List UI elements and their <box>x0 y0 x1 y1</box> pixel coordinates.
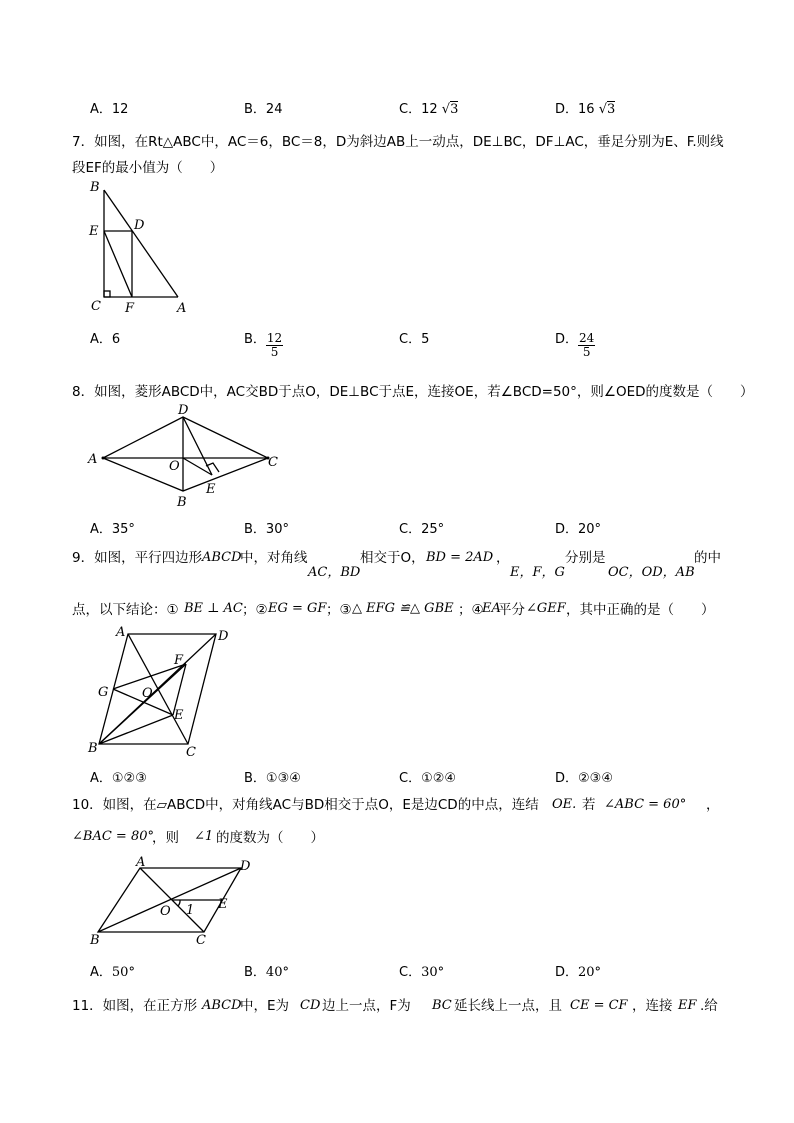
denominator: 5 <box>270 345 279 359</box>
q10-math-oe: OE. <box>552 797 577 812</box>
q10-figure <box>84 852 264 952</box>
q6-option-c[interactable] <box>399 98 458 117</box>
q9-text-3: 相交于O， <box>360 550 425 566</box>
line-ab <box>104 190 178 297</box>
radicand: 3 <box>450 102 459 117</box>
q9-text-5: 分别是 <box>565 550 606 566</box>
q9-l2-math-1: BE ⊥ AC <box>184 601 243 616</box>
label-c: C <box>196 933 206 948</box>
q9-figure <box>84 622 244 762</box>
q9-l2-text-2: ；② <box>242 602 268 618</box>
line-be <box>99 715 173 744</box>
q10-option-d[interactable] <box>555 961 601 980</box>
label-b: B <box>90 933 100 948</box>
label-b: B <box>90 180 100 195</box>
q10-text-1: 10．如图，在▱ABCD中，对角线AC与BD相交于点O，E是边CD的中点，连结 <box>72 797 539 813</box>
angle-1-arc <box>178 900 180 906</box>
q9-l2-math-4: EA <box>482 601 501 616</box>
q8-option-a[interactable]: A．35° <box>90 522 135 537</box>
numerator: 24 <box>579 331 595 345</box>
q6-option-d-prefix: D．16 <box>555 102 595 117</box>
q9-l2-math-5: ∠GEF <box>526 601 566 616</box>
q7-stem-line1: 7．如图，在Rt△ABC中，AC＝6，BC＝8，D为斜边AB上一动点，DE⊥BC，DF⊥AC，垂足分别为E、F.则线 <box>72 134 724 150</box>
q9-l2-text-5: 平分 <box>498 602 525 618</box>
q7-option-a[interactable]: A．6 <box>90 332 121 347</box>
q7-option-d[interactable] <box>555 328 595 359</box>
q9-text-6: 的中 <box>694 550 721 566</box>
label-c: C <box>91 299 101 314</box>
q11-text-4: 延长线上一点，且 <box>454 998 562 1014</box>
label-b: B <box>88 741 98 756</box>
label-d: D <box>178 403 189 418</box>
q7-option-b-prefix: B． <box>244 332 266 347</box>
q11-math-cd: CD <box>300 998 321 1013</box>
sqrt-symbol: √3 <box>598 102 616 117</box>
label-d: D <box>218 629 229 644</box>
q11-math-ef: EF <box>678 998 697 1013</box>
q11-text-2: 中，E为 <box>240 998 290 1014</box>
q7-option-b[interactable] <box>244 328 283 359</box>
q11-text-1: 11．如图，在正方形 <box>72 998 198 1014</box>
q9-option-a[interactable]: A．①②③ <box>90 771 147 786</box>
label-a: A <box>88 452 98 467</box>
q9-math-bd-2ad: BD = 2AD <box>426 550 494 565</box>
label-e: E <box>206 482 216 497</box>
q10-option-a-value: 50° <box>111 965 135 980</box>
label-e: E <box>89 224 99 239</box>
q10-option-c-value: 30° <box>421 965 445 980</box>
q8-figure <box>86 400 286 512</box>
q9-l2-text-1: 点，以下结论：① <box>72 602 179 618</box>
label-o: O <box>160 904 171 919</box>
q8-option-c[interactable]: C．25° <box>399 522 445 537</box>
label-b: B <box>177 495 187 510</box>
q10-option-a[interactable] <box>90 961 135 980</box>
q9-l2-text-4: ；④ <box>458 602 484 618</box>
label-c: C <box>186 745 196 760</box>
q10-l2-text-1: ，则 <box>152 830 179 846</box>
q9-math-ac-bd: AC，BD <box>308 565 361 580</box>
q11-text-6: .给 <box>700 998 718 1014</box>
q9-option-d[interactable]: D．②③④ <box>555 771 613 786</box>
label-c: C <box>268 455 278 470</box>
q7-figure <box>80 176 200 318</box>
q8-option-b[interactable]: B．30° <box>244 522 289 537</box>
fraction <box>266 332 283 359</box>
q8-stem: 8．如图，菱形ABCD中，AC交BD于点O，DE⊥BC于点E，连接OE，若∠BCD=50°，则∠OED的度数是（ ） <box>72 384 754 400</box>
label-a: A <box>136 855 146 870</box>
q8-option-d[interactable]: D．20° <box>555 522 602 537</box>
q9-l2-text-6: ，其中正确的是（ ） <box>566 602 715 618</box>
q9-option-c[interactable]: C．①②④ <box>399 771 457 786</box>
q9-math-oc-od-ab: OC，OD，AB <box>608 565 695 580</box>
q7-stem-line2: 段EF的最小值为（ ） <box>72 160 224 176</box>
q9-text-4: ， <box>496 550 510 566</box>
q11-math-abcd: ABCD <box>202 998 242 1013</box>
denominator: 5 <box>582 345 591 359</box>
q10-math-bac: ∠BAC = 80° <box>72 829 154 844</box>
q10-text-2: 若 <box>582 797 596 813</box>
label-d: D <box>134 218 145 233</box>
q10-option-c-prefix: C． <box>399 965 422 980</box>
rhombus-abcd <box>103 417 268 491</box>
q10-option-b-value: 40° <box>265 965 289 980</box>
q10-option-d-prefix: D． <box>555 965 579 980</box>
q9-math-efg: E，F，G <box>510 565 565 580</box>
q9-l2-math-3: △ EFG ≌△ GBE <box>352 601 454 616</box>
q10-l2-text-2: 的度数为（ ） <box>216 830 324 846</box>
q10-math-angle1: ∠1 <box>194 829 214 844</box>
q10-text-3: ， <box>706 797 720 813</box>
radicand: 3 <box>607 102 616 117</box>
q9-l2-text-3: ；③ <box>326 602 352 618</box>
label-a: A <box>116 625 126 640</box>
q9-math-abcd: ABCD <box>202 550 242 565</box>
label-g: G <box>98 685 109 700</box>
numerator: 12 <box>266 331 283 345</box>
q7-option-d-prefix: D． <box>555 332 579 347</box>
label-a: A <box>177 301 187 316</box>
q6-option-a[interactable]: A．12 <box>90 102 129 117</box>
q6-option-c-prefix: C．12 <box>399 102 438 117</box>
q11-text-3: 边上一点，F为 <box>322 998 411 1014</box>
label-f: F <box>174 653 184 668</box>
label-d: D <box>240 859 251 874</box>
label-o: O <box>142 686 153 701</box>
line-bf <box>99 664 186 744</box>
label-o: O <box>169 459 180 474</box>
right-angle-mark <box>104 291 110 297</box>
q9-option-b[interactable]: B．①③④ <box>244 771 301 786</box>
label-f: F <box>125 301 135 316</box>
q9-text-2: 中，对角线 <box>240 550 308 566</box>
q7-option-c[interactable]: C．5 <box>399 332 430 347</box>
q10-math-abc: ∠ABC = 60° <box>604 797 687 812</box>
label-e: E <box>174 708 184 723</box>
q11-math-bc: BC <box>432 998 452 1013</box>
q6-option-d[interactable] <box>555 98 615 117</box>
q9-l2-math-2: EG = GF <box>268 601 327 616</box>
line-ef <box>104 231 132 297</box>
q11-math-ce-cf: CE = CF <box>570 998 628 1013</box>
sqrt-symbol: √3 <box>441 102 459 117</box>
fraction <box>578 332 595 359</box>
q10-option-a-prefix: A． <box>90 965 112 980</box>
q6-option-b[interactable]: B．24 <box>244 102 283 117</box>
q9-text-1: 9．如图，平行四边形 <box>72 550 203 566</box>
q10-option-b-prefix: B． <box>244 965 266 980</box>
q11-text-5: ，连接 <box>632 998 673 1014</box>
q10-option-d-value: 20° <box>578 965 602 980</box>
label-e: E <box>218 897 228 912</box>
q10-option-c[interactable] <box>399 961 444 980</box>
q10-option-b[interactable] <box>244 961 289 980</box>
label-1: 1 <box>186 903 195 918</box>
